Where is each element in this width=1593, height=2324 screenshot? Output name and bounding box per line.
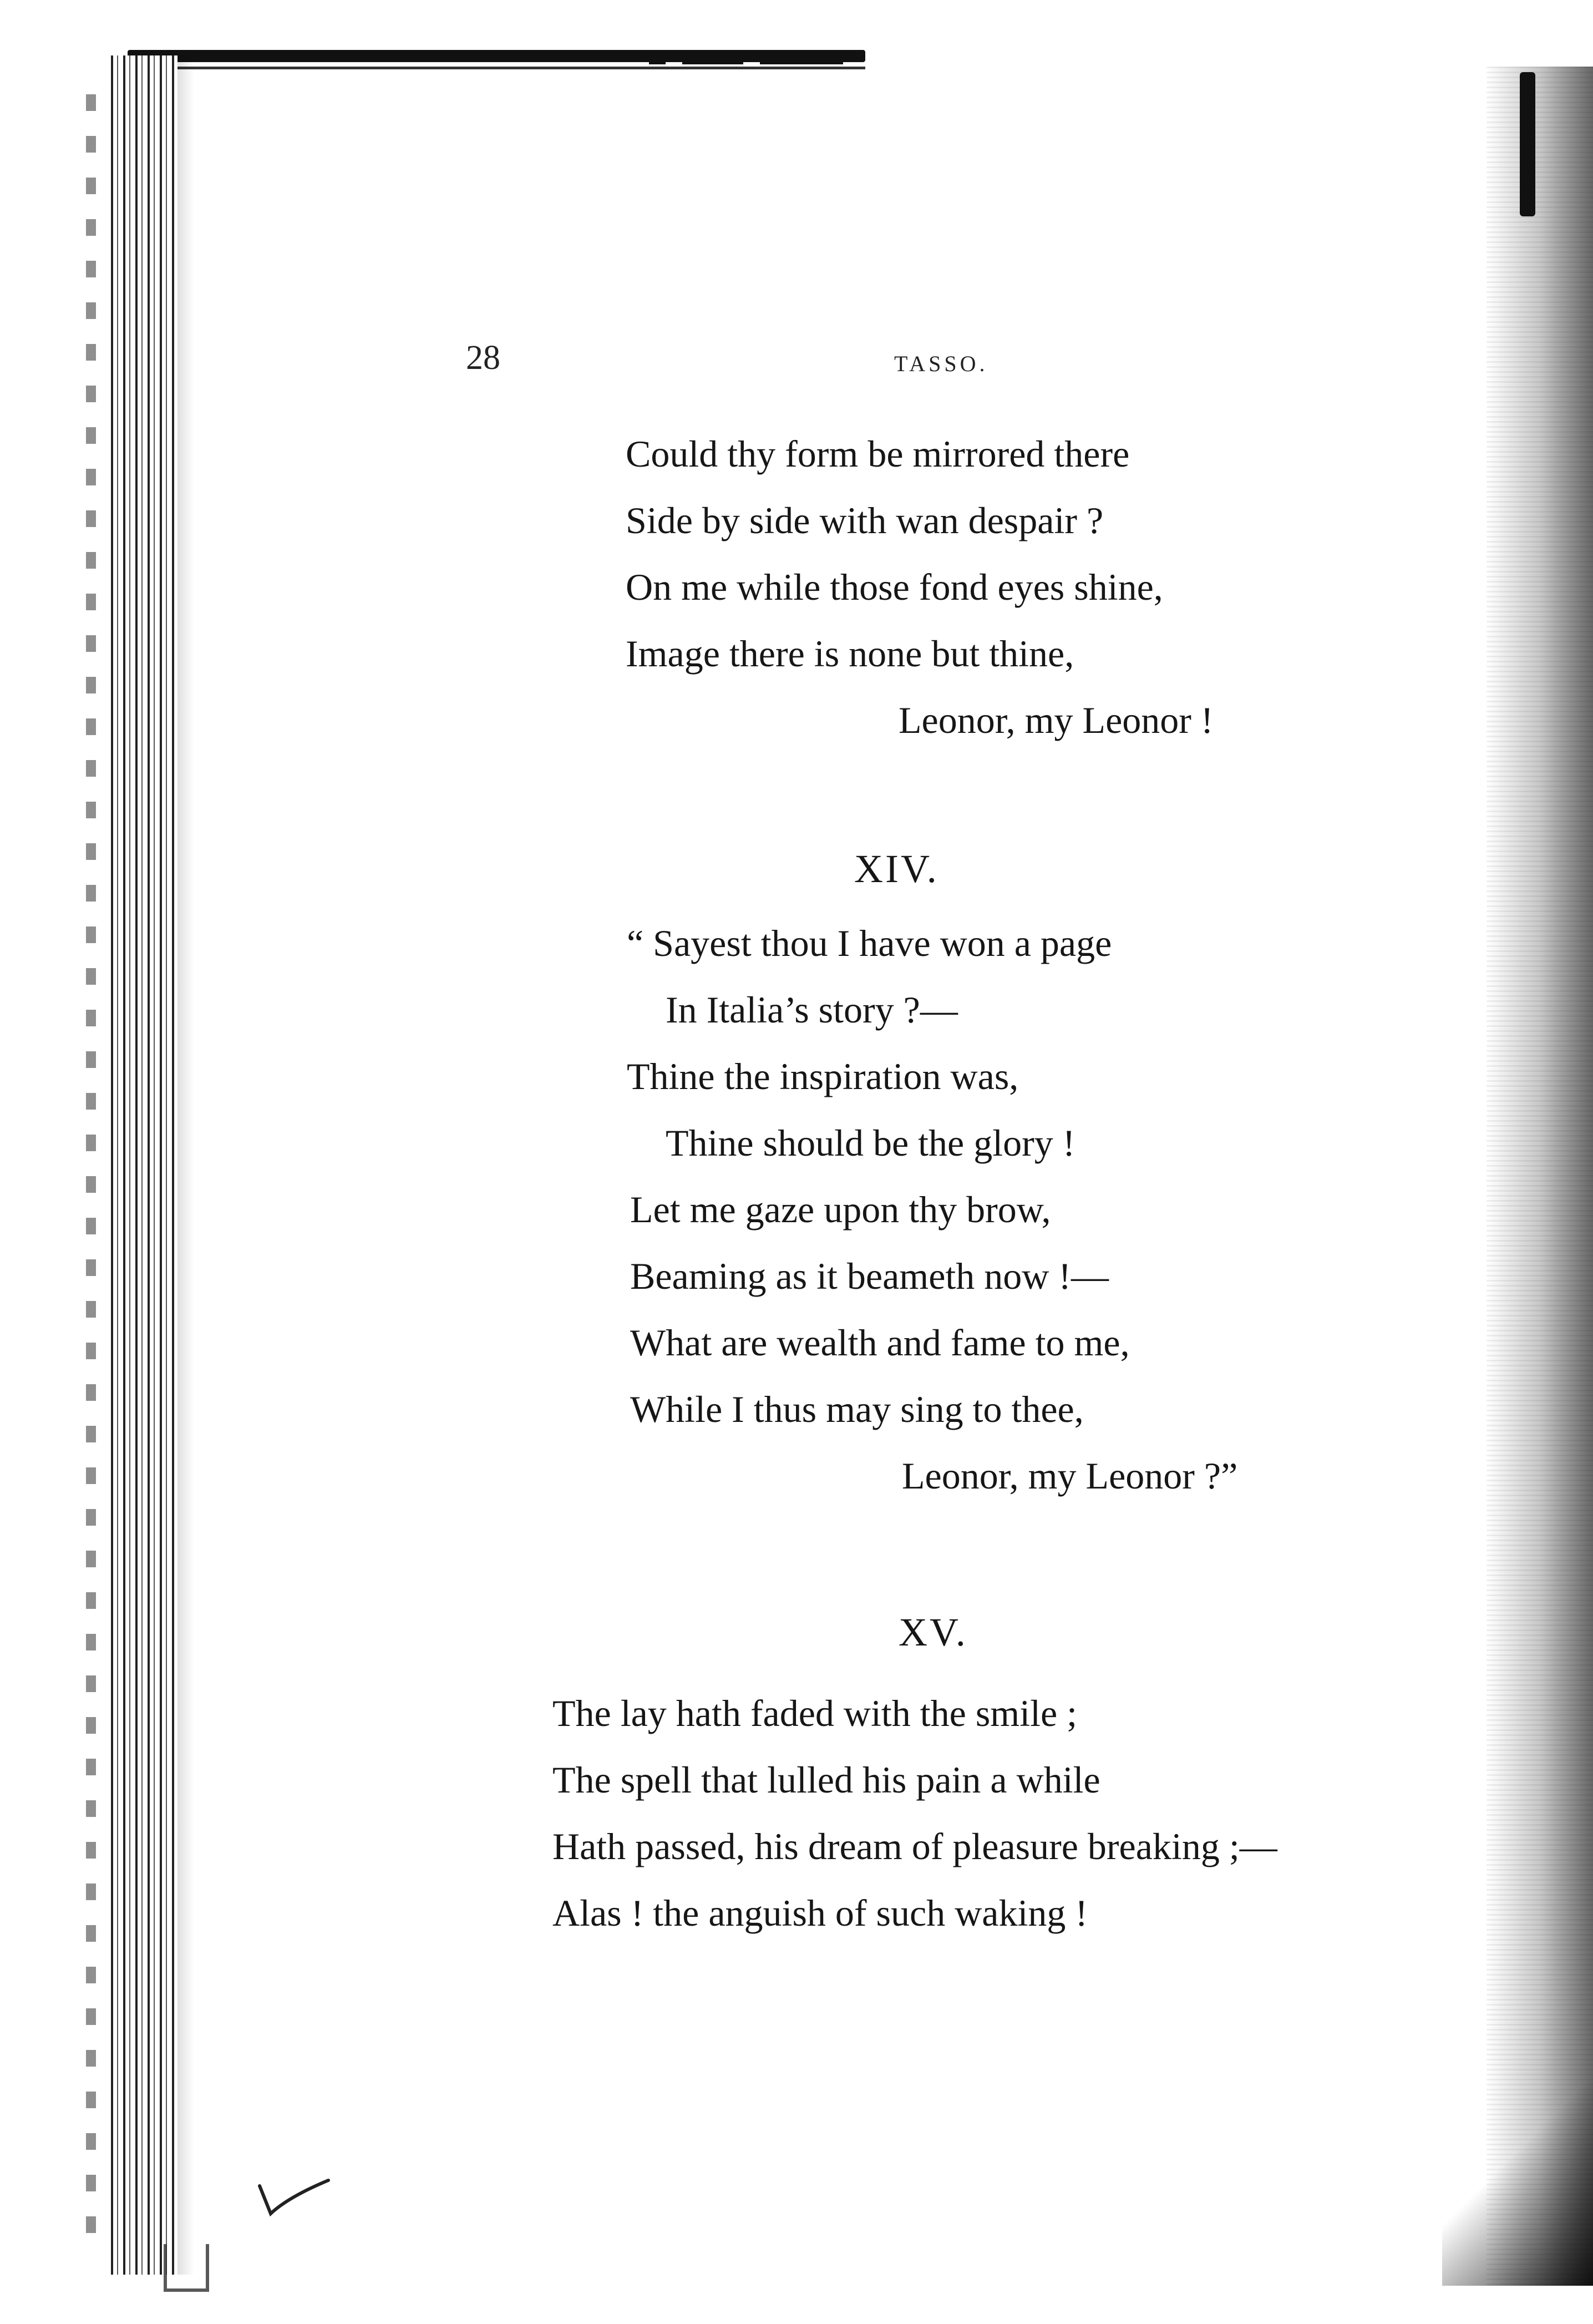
running-head: TASSO. (894, 351, 988, 376)
top-rule-fragment (682, 55, 743, 64)
binding-foot (164, 2244, 209, 2292)
verse-refrain: Leonor, my Leonor ?” (902, 1455, 1238, 1497)
bottom-right-shadow (1442, 2053, 1593, 2286)
verse-line: What are wealth and fame to me, (630, 1322, 1130, 1364)
verse-line: Beaming as it beameth now !— (630, 1255, 1109, 1297)
top-rule-fragment (649, 55, 666, 64)
top-border-thin-rule (128, 67, 865, 69)
verse-line: The lay hath faded with the smile ; (552, 1692, 1078, 1734)
stanza-number: XIV. (854, 847, 939, 891)
verse-line: Image there is none but thine, (626, 632, 1074, 675)
stanza-number: XV. (899, 1610, 968, 1654)
binding-gutter (111, 55, 177, 2275)
verse-line: Alas ! the anguish of such waking ! (552, 1892, 1088, 1934)
verse-line: Thine should be the glory ! (666, 1122, 1075, 1164)
verse-line: “ Sayest thou I have won a page (627, 922, 1112, 964)
top-rule-fragment (760, 55, 843, 64)
right-page-edge (1487, 67, 1593, 2286)
top-border-rule (128, 50, 865, 62)
right-edge-bar (1520, 72, 1535, 216)
left-edge-marks (86, 94, 96, 2258)
verse-line: Side by side with wan despair ? (626, 499, 1104, 541)
verse-refrain: Leonor, my Leonor ! (899, 699, 1214, 741)
verse-line: The spell that lulled his pain a while (552, 1759, 1100, 1801)
verse-line: Thine the inspiration was, (627, 1055, 1019, 1097)
page-number: 28 (466, 339, 500, 377)
verse-line: On me while those fond eyes shine, (626, 566, 1163, 608)
binding-shadow (177, 55, 194, 2275)
verse-line: Hath passed, his dream of pleasure breaking ;— (552, 1825, 1277, 1867)
verse-line: In Italia’s story ?— (666, 989, 958, 1031)
verse-line: Let me gaze upon thy brow, (630, 1188, 1051, 1231)
verse-line: Could thy form be mirrored there (626, 433, 1130, 475)
verse-line: While I thus may sing to thee, (630, 1388, 1084, 1430)
check-mark-icon (255, 2164, 333, 2219)
